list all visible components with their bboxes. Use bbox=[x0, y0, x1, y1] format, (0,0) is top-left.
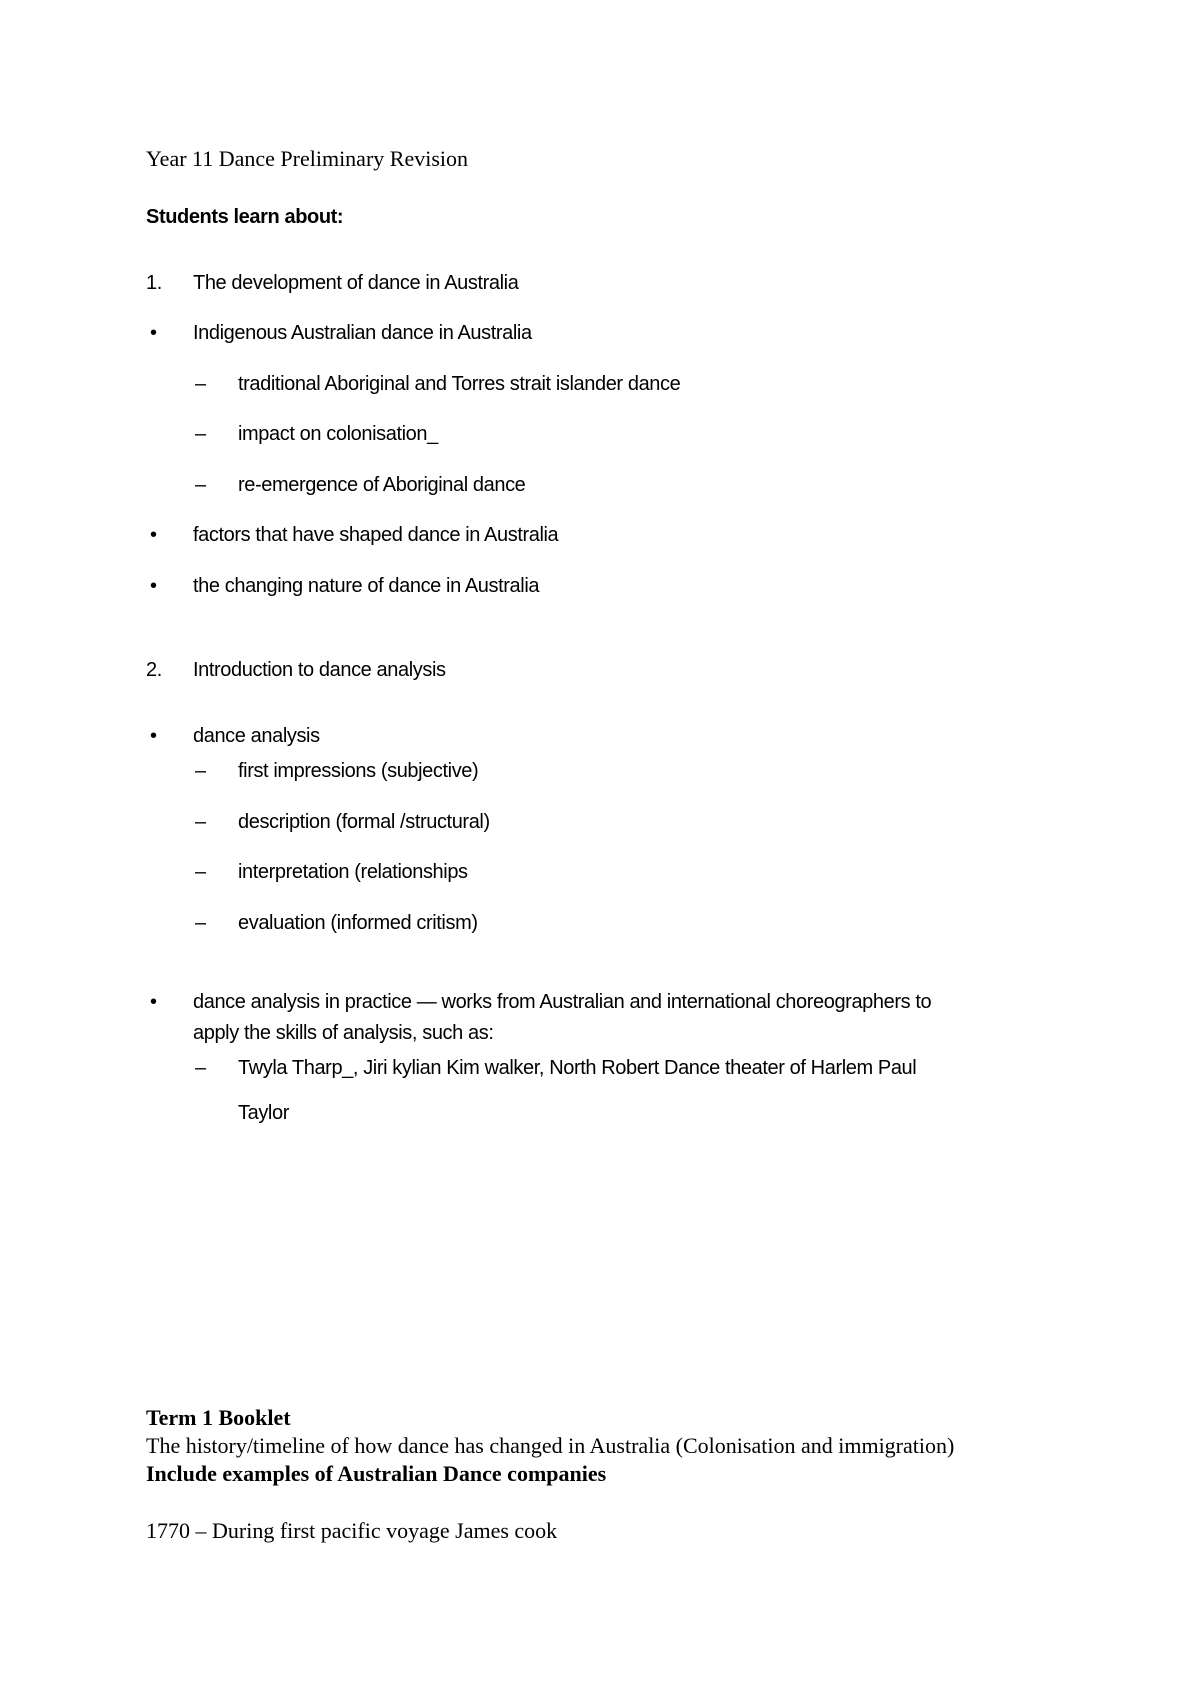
dash-marker: – bbox=[195, 811, 206, 833]
intro-label: Students learn about: bbox=[146, 206, 344, 228]
document-title: Year 11 Dance Preliminary Revision bbox=[146, 146, 468, 171]
sub-item-choreographers-line1: Twyla Tharp_, Jiri kylian Kim walker, North Robert Dance theater of Harlem Paul bbox=[238, 1057, 917, 1079]
sub-item-colonisation-impact: impact on colonisation_ bbox=[238, 423, 438, 445]
bullet-marker: • bbox=[150, 575, 157, 597]
bullet-indigenous-dance: Indigenous Australian dance in Australia bbox=[193, 322, 532, 344]
term-booklet-heading: Term 1 Booklet bbox=[146, 1405, 291, 1430]
bullet-analysis-in-practice-line2: apply the skills of analysis, such as: bbox=[193, 1022, 494, 1044]
sub-item-re-emergence: re-emergence of Aboriginal dance bbox=[238, 474, 526, 496]
dash-marker: – bbox=[195, 861, 206, 883]
bullet-marker: • bbox=[150, 991, 157, 1013]
dash-marker: – bbox=[195, 423, 206, 445]
bullet-marker: • bbox=[150, 322, 157, 344]
bullet-changing-nature: the changing nature of dance in Australia bbox=[193, 575, 540, 597]
section-1-heading: The development of dance in Australia bbox=[193, 272, 519, 294]
section-2-heading: Introduction to dance analysis bbox=[193, 659, 446, 681]
term-booklet-instruction: Include examples of Australian Dance companies bbox=[146, 1461, 607, 1486]
bullet-dance-analysis: dance analysis bbox=[193, 725, 320, 747]
section-2-number: 2. bbox=[146, 659, 162, 681]
sub-item-traditional-dance: traditional Aboriginal and Torres strait islander dance bbox=[238, 373, 681, 395]
bullet-marker: • bbox=[150, 725, 157, 747]
sub-item-first-impressions: first impressions (subjective) bbox=[238, 760, 479, 782]
sub-item-choreographers-line2: Taylor bbox=[238, 1102, 289, 1124]
timeline-entry-1770: 1770 – During first pacific voyage James cook bbox=[146, 1518, 558, 1543]
dash-marker: – bbox=[195, 373, 206, 395]
section-1-number: 1. bbox=[146, 272, 162, 294]
dash-marker: – bbox=[195, 912, 206, 934]
bullet-shaping-factors: factors that have shaped dance in Australia bbox=[193, 524, 559, 546]
term-booklet-description: The history/timeline of how dance has changed in Australia (Colonisation and immigration) bbox=[146, 1433, 955, 1458]
sub-item-evaluation: evaluation (informed critism) bbox=[238, 912, 478, 934]
sub-item-interpretation: interpretation (relationships bbox=[238, 861, 468, 883]
dash-marker: – bbox=[195, 760, 206, 782]
dash-marker: – bbox=[195, 1057, 206, 1079]
dash-marker: – bbox=[195, 474, 206, 496]
sub-item-description: description (formal /structural) bbox=[238, 811, 490, 833]
bullet-analysis-in-practice-line1: dance analysis in practice — works from Australian and international choreographers to bbox=[193, 991, 932, 1013]
bullet-marker: • bbox=[150, 524, 157, 546]
